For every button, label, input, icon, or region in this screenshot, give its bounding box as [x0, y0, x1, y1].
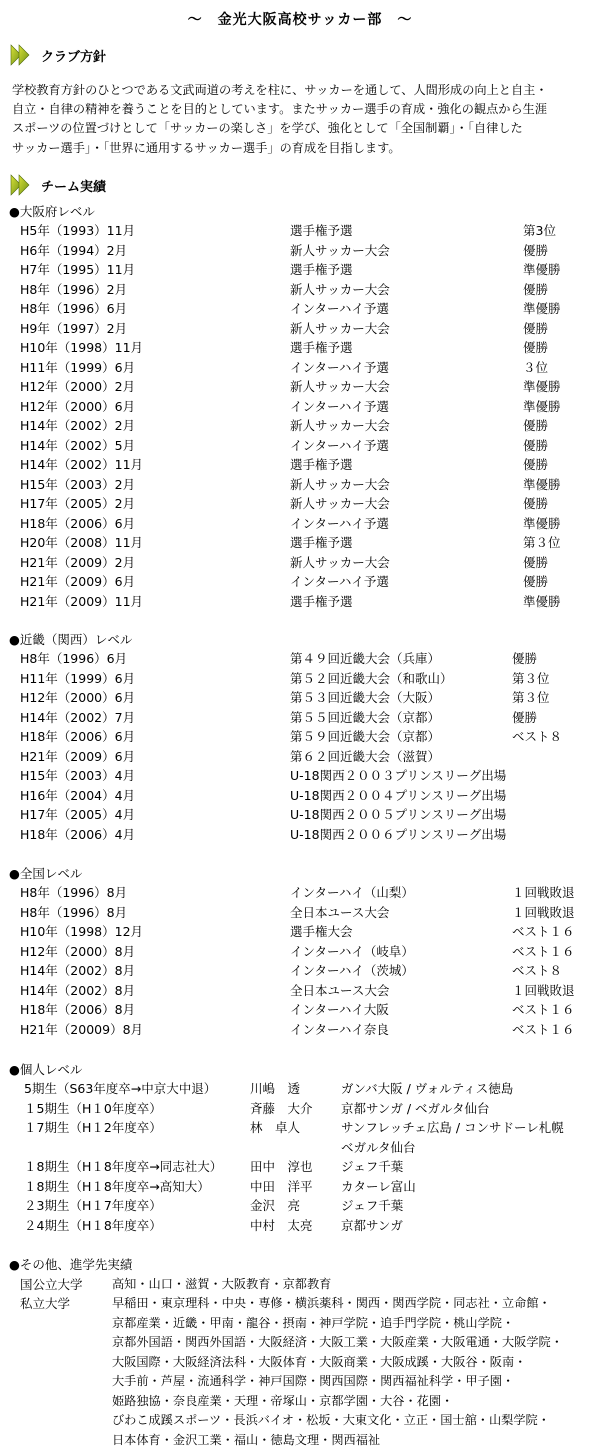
page-title: ～ 金光大阪高校サッカー部 ～ [187, 12, 413, 28]
result-event: 選手権予選 [290, 340, 353, 355]
public-university-list: 高知・山口・滋賀・大阪教育・京都教育 [112, 1277, 332, 1291]
result-placing: １回戦敗退 [512, 982, 575, 998]
result-event: 第４９回近畿大会（兵庫） [290, 651, 441, 666]
public-university-label: 国公立大学 [20, 1277, 83, 1292]
result-row [0, 221, 600, 240]
result-placing: 優勝 [523, 242, 549, 258]
result-row [0, 553, 600, 572]
result-placing: 準優勝 [523, 398, 561, 414]
result-event: 全日本ユース大会 [290, 904, 390, 920]
result-placing: 優勝 [523, 340, 549, 355]
result-placing: 優勝 [523, 554, 549, 570]
result-placing: １回戦敗退 [512, 904, 575, 920]
individual-row [0, 1118, 600, 1137]
result-date: H16年（2004）4月 [20, 787, 136, 803]
result-event: インターハイ予選 [290, 574, 389, 589]
result-date: H17年（2005）4月 [20, 807, 136, 822]
policy-line: サッカー選手」・「世界に通用するサッカー選手」の育成を目指します。 [12, 140, 401, 155]
result-row [0, 942, 600, 961]
player-name: 林 卓人 [250, 1120, 301, 1135]
result-date: H14年（2002）8月 [20, 982, 136, 998]
result-event: インターハイ（山梨） [290, 885, 414, 900]
result-event: インターハイ予選 [290, 301, 389, 316]
result-date: H8年（1996）6月 [20, 301, 128, 316]
result-row [0, 669, 600, 688]
result-date: H6年（1994）2月 [20, 242, 128, 258]
result-placing: 優勝 [523, 574, 549, 589]
result-row [0, 805, 600, 824]
result-event: インターハイ予選 [290, 398, 389, 414]
result-placing: 準優勝 [523, 301, 561, 316]
player-term: １7期生（H１2年度卒） [24, 1120, 162, 1135]
result-event: 選手権予選 [290, 593, 353, 609]
result-date: H15年（2003）2月 [20, 476, 136, 492]
result-placing: 第3位 [523, 223, 556, 238]
result-placing: 準優勝 [523, 593, 561, 609]
player-clubs: ジェフ千葉 [341, 1159, 404, 1174]
private-university-line: 早稲田・東京理科・中央・専修・横浜薬科・関西・関西学院・同志社・立命館・ [112, 1296, 551, 1310]
result-date: H14年（2002）8月 [20, 963, 136, 978]
result-placing: 第３位 [512, 690, 550, 705]
result-row [0, 747, 600, 766]
result-row [0, 475, 600, 494]
result-row [0, 766, 600, 785]
player-clubs: ガンバ大阪 / ヴォルティス徳島 [341, 1081, 514, 1096]
result-placing: 優勝 [523, 320, 549, 336]
player-clubs: ジェフ千葉 [341, 1198, 404, 1213]
player-name: 中田 洋平 [250, 1178, 313, 1194]
private-university-line: 京都外国語・関西外国語・大阪経済・大阪工業・大阪産業・大阪電通・大阪学院・ [112, 1335, 563, 1349]
individual-row [0, 1138, 600, 1157]
result-row [0, 319, 600, 338]
player-clubs: サンフレッチェ広島 / コンサドーレ札幌 [341, 1120, 564, 1135]
private-university-label: 私立大学 [20, 1296, 71, 1311]
result-placing: 優勝 [523, 437, 549, 453]
result-event: 新人サッカー大会 [290, 554, 390, 570]
player-clubs: ベガルタ仙台 [341, 1139, 416, 1155]
results-heading [10, 174, 106, 196]
result-placing: ベスト１６ [512, 924, 575, 939]
result-placing: 優勝 [523, 418, 549, 433]
result-date: H5年（1993）11月 [20, 223, 136, 238]
result-row [0, 1020, 600, 1039]
result-event: 全日本ユース大会 [290, 982, 390, 998]
result-placing: 準優勝 [523, 476, 561, 492]
result-placing: ベスト１６ [512, 1002, 575, 1017]
result-event: 新人サッカー大会 [290, 476, 390, 492]
result-row [0, 922, 600, 941]
results-heading-text: チーム実績 [41, 179, 107, 195]
result-date: H8年（1996）8月 [20, 904, 128, 920]
double-arrow-icon [10, 174, 37, 196]
national-level-label: ●全国レベル [9, 866, 83, 881]
individual-row [0, 1196, 600, 1215]
result-row [0, 455, 600, 474]
result-event: 選手権予選 [290, 262, 353, 277]
result-date: H10年（1998）11月 [20, 340, 144, 355]
result-event: インターハイ予選 [290, 515, 389, 531]
result-placing: 第３位 [523, 535, 561, 550]
player-name: 田中 淳也 [250, 1159, 313, 1174]
result-placing: 優勝 [512, 709, 538, 725]
result-row [0, 416, 600, 435]
result-date: H9年（1997）2月 [20, 320, 128, 336]
result-date: H14年（2002）5月 [20, 437, 136, 453]
individual-row [0, 1099, 600, 1118]
result-date: H18年（2006）8月 [20, 1002, 136, 1017]
result-date: H18年（2006）4月 [20, 826, 136, 842]
result-event: 第６２回近畿大会（滋賀） [290, 748, 441, 764]
result-row [0, 903, 600, 922]
policy-line: 自立・自律の精神を養うことを目的としています。またサッカー選手の育成・強化の観点から生涯 [12, 102, 548, 117]
result-event: U-18関西２００４プリンスリーグ出場 [290, 787, 507, 803]
individual-level-label: ●個人レベル [9, 1062, 83, 1077]
result-date: H12年（2000）2月 [20, 379, 136, 394]
result-date: H21年（2009）2月 [20, 554, 136, 570]
result-placing: ３位 [523, 359, 549, 375]
result-row [0, 514, 600, 533]
result-placing: 優勝 [523, 457, 549, 472]
result-date: H14年（2002）7月 [20, 709, 136, 725]
result-row [0, 572, 600, 591]
result-row [0, 708, 600, 727]
result-date: H12年（2000）8月 [20, 943, 136, 959]
result-row [0, 961, 600, 980]
result-event: 選手権予選 [290, 535, 353, 550]
result-date: H21年（2009）6月 [20, 748, 136, 764]
result-event: 新人サッカー大会 [290, 281, 390, 297]
individual-row [0, 1157, 600, 1176]
player-clubs: 京都サンガ / ベガルタ仙台 [341, 1100, 490, 1116]
result-event: U-18関西２００６プリンスリーグ出場 [290, 826, 507, 842]
kinki-level-label: ●近畿（関西）レベル [9, 632, 133, 647]
result-date: H18年（2006）6月 [20, 515, 136, 531]
result-event: 新人サッカー大会 [290, 242, 390, 258]
result-event: 選手権大会 [290, 924, 353, 939]
result-row [0, 727, 600, 746]
result-date: H8年（1996）8月 [20, 885, 128, 900]
player-clubs: 京都サンガ [341, 1217, 403, 1233]
result-row [0, 397, 600, 416]
result-event: 第５９回近畿大会（京都） [290, 729, 441, 744]
result-date: H20年（2008）11月 [20, 535, 144, 550]
result-placing: 準優勝 [523, 515, 561, 531]
result-placing: 準優勝 [523, 379, 561, 394]
result-event: 選手権予選 [290, 223, 353, 238]
osaka-level-label: ●大阪府レベル [9, 204, 95, 219]
player-name: 中村 太亮 [250, 1217, 313, 1233]
result-row [0, 436, 600, 455]
result-event: U-18関西２００５プリンスリーグ出場 [290, 807, 507, 822]
policy-heading-text: クラブ方針 [41, 49, 107, 65]
result-row [0, 299, 600, 318]
result-date: H7年（1995）11月 [20, 262, 136, 277]
result-event: 新人サッカー大会 [290, 320, 390, 336]
player-term: 5期生（S63年度卒→中京大中退） [24, 1081, 217, 1096]
private-university-line: 大阪国際・大阪経済法科・大阪体育・大阪商業・大阪成蹊・大阪谷・阪南・ [112, 1354, 527, 1369]
result-placing: ベスト１６ [512, 943, 575, 959]
individual-row [0, 1216, 600, 1235]
player-name: 川嶋 透 [250, 1081, 301, 1096]
result-row [0, 358, 600, 377]
policy-line: 学校教育方針のひとつである文武両道の考えを柱に、サッカーを通して、人間形成の向上と自主・ [12, 83, 548, 97]
result-event: 第５５回近畿大会（京都） [290, 709, 441, 725]
result-placing: 準優勝 [523, 262, 561, 277]
policy-line: スポーツの位置づけとして「サッカーの楽しさ」を学び、強化として「全国制覇」・「自律した [12, 121, 523, 136]
result-row [0, 280, 600, 299]
private-university-line: 日本体育・金沢工業・福山・徳島文理・関西福祉 [112, 1432, 381, 1447]
result-date: H12年（2000）6月 [20, 398, 136, 414]
result-row [0, 241, 600, 260]
result-date: H18年（2006）6月 [20, 729, 136, 744]
result-placing: ベスト１６ [512, 1021, 575, 1037]
individual-row [0, 1079, 600, 1098]
result-date: H14年（2002）11月 [20, 457, 144, 472]
result-placing: １回戦敗退 [512, 885, 575, 900]
result-placing: 優勝 [512, 651, 538, 666]
result-date: H14年（2002）2月 [20, 418, 136, 433]
result-placing: 第３位 [512, 670, 550, 686]
result-row [0, 338, 600, 357]
result-row [0, 260, 600, 279]
result-row [0, 377, 600, 396]
private-university-line: びわこ成蹊スポーツ・長浜バイオ・松坂・大東文化・立正・国士舘・山梨学院・ [112, 1413, 550, 1427]
result-placing: 優勝 [523, 496, 549, 511]
result-date: H12年（2000）6月 [20, 690, 136, 705]
player-term: １5期生（H１0年度卒） [24, 1100, 162, 1116]
result-placing: 優勝 [523, 281, 549, 297]
result-placing: ベスト８ [512, 963, 563, 978]
result-date: H21年（2009）6月 [20, 574, 136, 589]
private-university-line: 姫路独協・奈良産業・天理・帝塚山・京都学園・大谷・花園・ [112, 1393, 454, 1408]
player-term: ２4期生（H１8年度卒） [24, 1217, 162, 1233]
result-date: H21年（2009）11月 [20, 593, 144, 609]
policy-text [12, 81, 588, 158]
result-row [0, 883, 600, 902]
result-event: 新人サッカー大会 [290, 418, 390, 433]
player-term: ２3期生（H１7年度卒） [24, 1198, 162, 1213]
result-event: 第５２回近畿大会（和歌山） [290, 670, 453, 686]
result-date: H17年（2005）2月 [20, 496, 136, 511]
player-term: １8期生（H１8年度卒→高知大） [24, 1178, 210, 1194]
result-event: インターハイ大阪 [290, 1002, 389, 1017]
result-event: U-18関西２００３プリンスリーグ出場 [290, 768, 507, 783]
player-term: １8期生（H１8年度卒→同志社大） [24, 1159, 223, 1174]
private-university-line: 京都産業・近畿・甲南・龍谷・摂南・神戸学院・追手門学院・桃山学院・ [112, 1315, 515, 1330]
result-event: 新人サッカー大会 [290, 496, 390, 511]
individual-row [0, 1177, 600, 1196]
result-event: インターハイ予選 [290, 359, 389, 375]
result-event: 選手権予選 [290, 457, 353, 472]
result-event: インターハイ（岐阜） [290, 943, 414, 959]
result-date: H15年（2003）4月 [20, 768, 136, 783]
result-event: インターハイ（茨城） [290, 963, 414, 978]
result-date: H10年（1998）12月 [20, 924, 144, 939]
result-row [0, 649, 600, 668]
result-row [0, 688, 600, 707]
result-row [0, 981, 600, 1000]
result-event: 新人サッカー大会 [290, 379, 390, 394]
result-row [0, 825, 600, 844]
player-name: 金沢 亮 [250, 1198, 301, 1213]
result-event: 第５３回近畿大会（大阪） [290, 690, 441, 705]
policy-heading [10, 44, 106, 66]
result-row [0, 786, 600, 805]
result-event: インターハイ予選 [290, 437, 389, 453]
result-date: H8年（1996）6月 [20, 651, 128, 666]
result-date: H11年（1999）6月 [20, 670, 136, 686]
player-name: 斉藤 大介 [250, 1100, 313, 1116]
double-arrow-icon [10, 44, 37, 66]
result-row [0, 1000, 600, 1019]
result-date: H21年（20009）8月 [20, 1021, 144, 1037]
result-event: インターハイ奈良 [290, 1021, 389, 1037]
advancement-label: ●その他、進学先実績 [9, 1257, 133, 1272]
player-clubs: カターレ富山 [341, 1178, 416, 1194]
result-placing: ベスト８ [512, 729, 563, 744]
result-date: H8年（1996）2月 [20, 281, 128, 297]
private-university-line: 大手前・芦屋・流通科学・神戸国際・関西国際・関西福祉科学・甲子園・ [112, 1374, 515, 1388]
result-date: H11年（1999）6月 [20, 359, 136, 375]
result-row [0, 533, 600, 552]
result-row [0, 592, 600, 611]
result-row [0, 494, 600, 513]
